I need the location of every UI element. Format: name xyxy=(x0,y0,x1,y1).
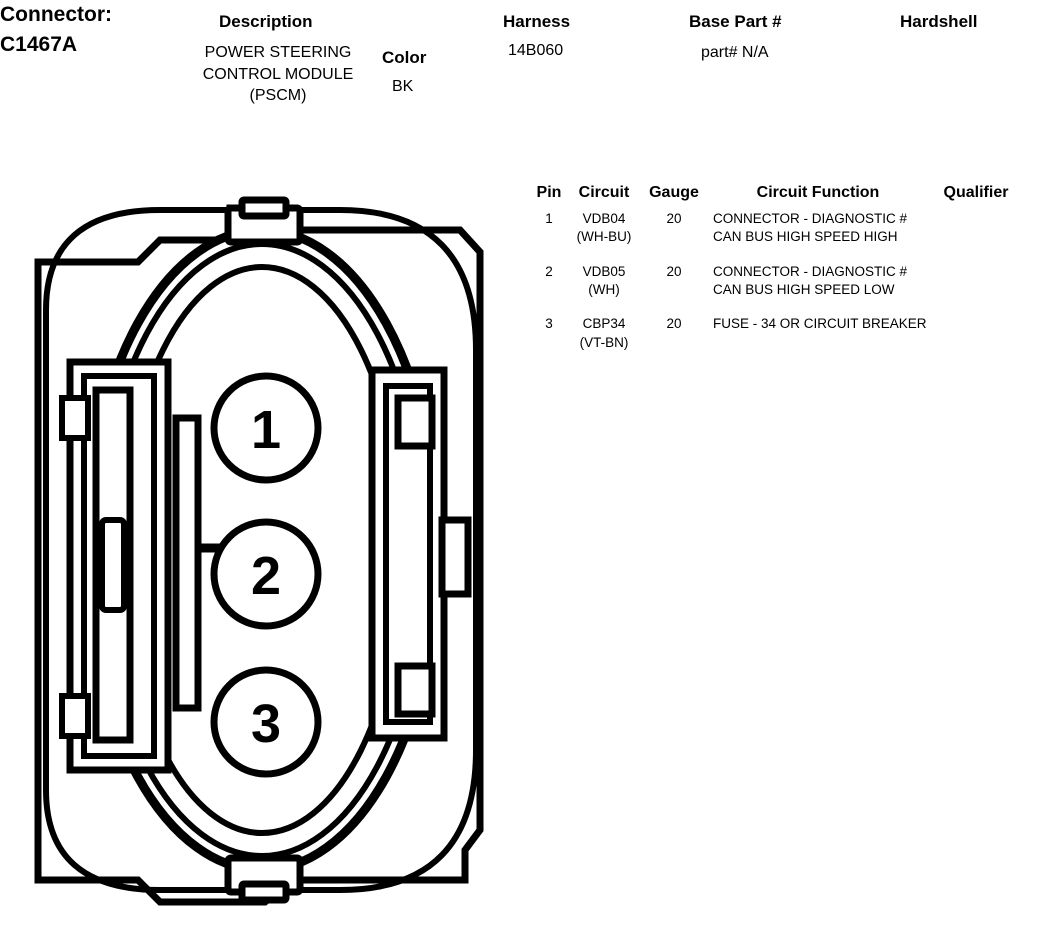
table-header-row xyxy=(533,184,1021,210)
cavity-2-label: 2 xyxy=(250,546,282,606)
hardshell-header: Hardshell xyxy=(900,12,978,31)
connector-label-text: Connector: xyxy=(0,3,112,26)
cell-pin: 1 xyxy=(545,211,553,226)
left-rail-tab-lower xyxy=(62,696,88,736)
description-value: POWER STEERING CONTROL MODULE (PSCM) xyxy=(202,44,354,105)
circuit-name: VDB05 xyxy=(582,263,626,279)
left-rail-notch xyxy=(102,520,124,610)
cell-gauge: 20 xyxy=(666,263,682,279)
left-guide-bar xyxy=(176,418,198,708)
connector-drawing xyxy=(10,190,530,950)
pin-table xyxy=(533,184,1053,368)
connector-id-text: C1467A xyxy=(0,33,78,57)
cavity-1-label: 1 xyxy=(250,400,282,460)
harness-header: Harness xyxy=(503,12,571,31)
cell-qualifier xyxy=(931,263,1021,316)
connector-header xyxy=(0,0,1062,150)
cell-pin: 2 xyxy=(545,263,553,279)
right-rail-notch-lower xyxy=(398,666,432,714)
column-header-pin: Pin xyxy=(536,184,562,201)
table-row xyxy=(533,315,1021,368)
right-rail-notch-upper xyxy=(398,398,432,446)
right-rail-keyway xyxy=(442,520,468,594)
base-part-value: part# N/A xyxy=(701,44,769,61)
top-latch-tab-cap xyxy=(242,200,286,216)
cell-circuit xyxy=(565,263,643,316)
circuit-name: CBP34 xyxy=(582,316,626,332)
connector-face-svg xyxy=(10,190,530,950)
color-value: BK xyxy=(392,78,414,95)
cell-circuit xyxy=(565,315,643,368)
cell-qualifier xyxy=(931,315,1021,368)
color-header: Color xyxy=(382,48,427,67)
table-row xyxy=(533,263,1021,316)
cell-pin: 3 xyxy=(545,316,553,332)
column-header-function: Circuit Function xyxy=(756,184,880,201)
column-header-circuit: Circuit xyxy=(578,184,630,201)
base-part-header: Base Part # xyxy=(689,12,782,31)
cell-function: CONNECTOR - DIAGNOSTIC # CAN BUS HIGH SPEED HIGH xyxy=(713,211,908,245)
circuit-color: (VT-BN) xyxy=(579,334,629,350)
column-header-gauge: Gauge xyxy=(649,184,699,201)
circuit-color: (WH-BU) xyxy=(576,229,632,245)
cavity-3-label: 3 xyxy=(250,694,282,754)
table-row xyxy=(533,210,1021,263)
circuit-color: (WH) xyxy=(588,282,620,298)
cell-function: CONNECTOR - DIAGNOSTIC # CAN BUS HIGH SPEED LOW xyxy=(713,263,908,298)
cell-gauge: 20 xyxy=(666,211,682,226)
description-header: Description xyxy=(219,12,313,31)
cell-circuit xyxy=(565,210,643,263)
cell-function: FUSE - 34 OR CIRCUIT BREAKER xyxy=(713,316,927,332)
bottom-latch-tab-cap xyxy=(242,884,286,900)
circuit-name: VDB04 xyxy=(582,211,626,226)
left-rail-tab-upper xyxy=(62,398,88,438)
harness-value: 14B060 xyxy=(508,42,564,59)
cell-qualifier xyxy=(931,210,1021,263)
cell-gauge: 20 xyxy=(666,316,682,332)
column-header-qualifier: Qualifier xyxy=(943,184,1009,201)
